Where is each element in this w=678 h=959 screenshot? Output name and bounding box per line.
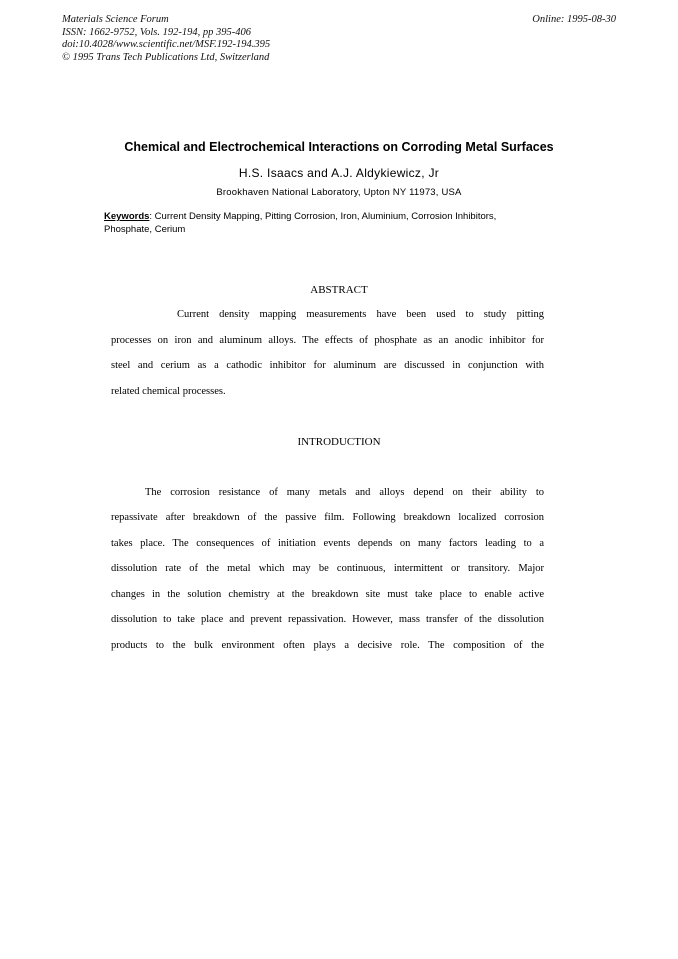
keywords-label: Keywords: [104, 211, 150, 222]
introduction-line: changes in the solution chemistry at the breakdown site must take place to enable active: [111, 589, 544, 600]
introduction-line: products to the bulk environment often plays a decisive role. The composition of the: [111, 640, 544, 651]
online-date: Online: 1995-08-30: [532, 14, 616, 25]
journal-name: Materials Science Forum: [62, 14, 169, 25]
introduction-line: dissolution to take place and prevent repassivation. However, mass transfer of the dissolution: [111, 614, 544, 625]
introduction-heading: INTRODUCTION: [297, 436, 381, 448]
keywords-text-1: : Current Density Mapping, Pitting Corrosion, Iron, Aluminium, Corrosion Inhibitors,: [149, 211, 497, 222]
keywords-block: [104, 211, 564, 236]
abstract-heading: ABSTRACT: [310, 284, 368, 296]
abstract-line: Current density mapping measurements have been used to study pitting: [177, 309, 544, 320]
journal-header-block: [62, 14, 270, 64]
introduction-line: takes place. The consequences of initiation events depends on many factors leading to a: [111, 538, 544, 549]
paper-affiliation: Brookhaven National Laboratory, Upton NY 11973, USA: [216, 187, 462, 198]
keywords-line-2: Phosphate, Cerium: [104, 223, 186, 235]
introduction-line: The corrosion resistance of many metals and alloys depend on their ability to: [145, 487, 544, 498]
paper-title: Chemical and Electrochemical Interactions on Corroding Metal Surfaces: [124, 140, 554, 154]
copyright-line: © 1995 Trans Tech Publications Ltd, Switzerland: [62, 51, 270, 63]
abstract-line: processes on iron and aluminum alloys. The effects of phosphate as an anodic inhibitor for: [111, 335, 544, 346]
introduction-line: repassivate after breakdown of the passive film. Following breakdown localized corrosion: [111, 512, 544, 523]
keywords-line-1: [104, 211, 564, 224]
doi-line[interactable]: doi:10.4028/www.scientific.net/MSF.192-194.395: [62, 39, 271, 50]
paper-authors: H.S. Isaacs and A.J. Aldykiewicz, Jr: [238, 166, 440, 180]
introduction-line: dissolution rate of the metal which may be continuous, intermittent or transitory. Major: [111, 563, 544, 574]
abstract-line: related chemical processes.: [111, 386, 226, 397]
issn-line: ISSN: 1662-9752, Vols. 192-194, pp 395-406: [62, 26, 251, 38]
abstract-line: steel and cerium as a cathodic inhibitor for aluminum are discussed in conjunction with: [111, 360, 544, 371]
